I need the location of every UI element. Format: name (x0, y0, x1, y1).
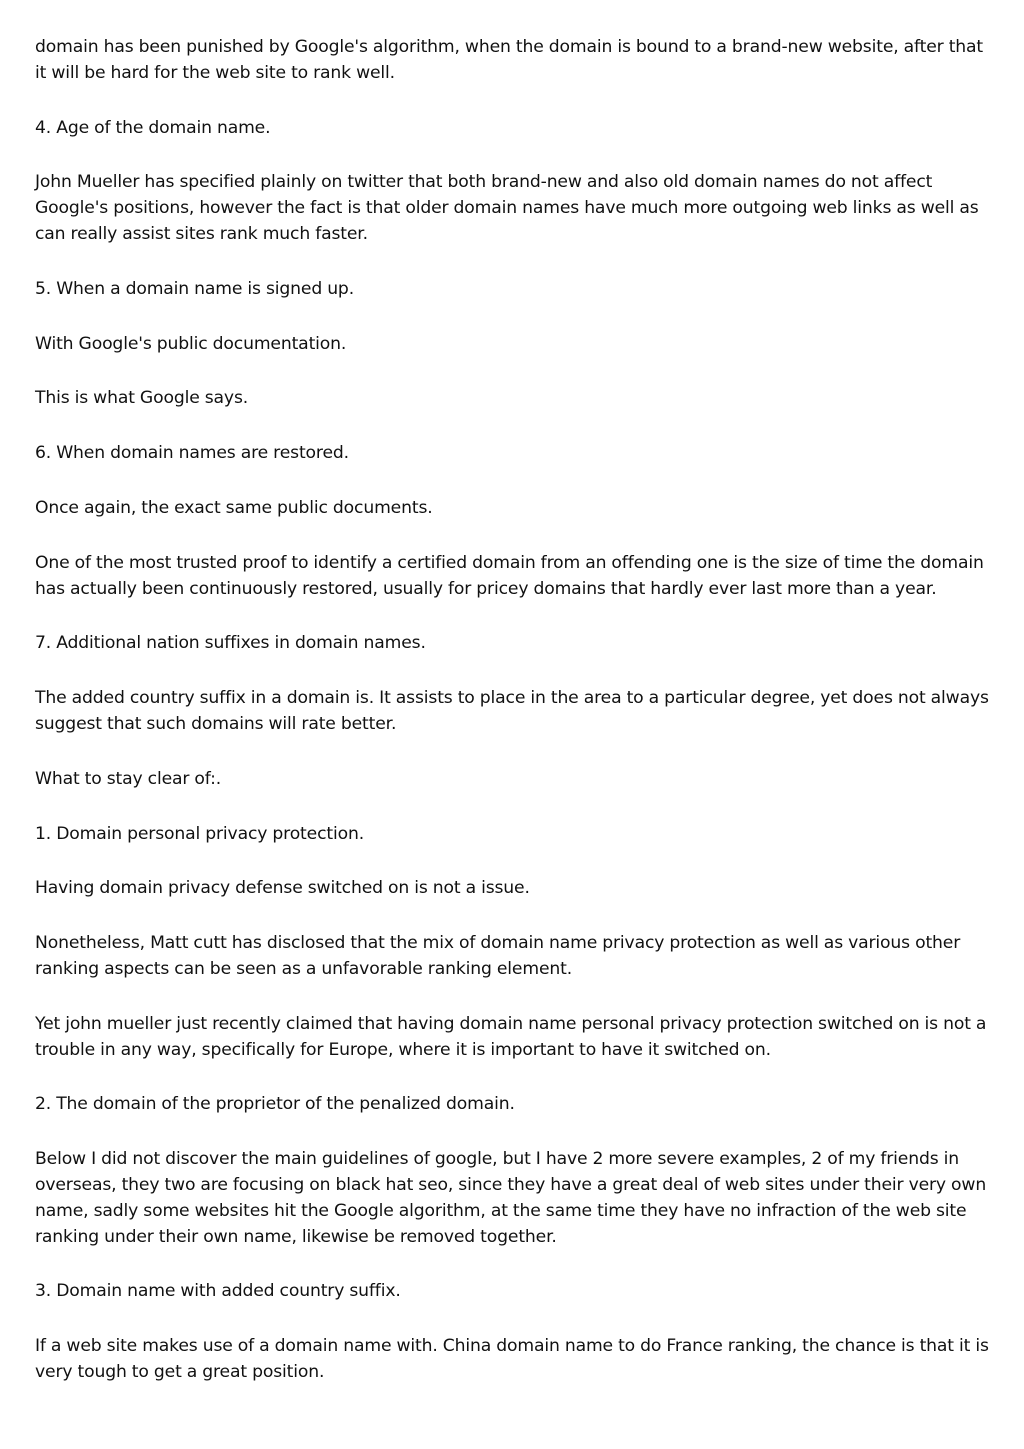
paragraph-china-domain: If a web site makes use of a domain name with. China domain name to do France ranking, the chance is that it is very tough to get a great position. (35, 1336, 989, 1382)
paragraph-privacy-not-issue: Having domain privacy defense switched on is not a issue. (35, 878, 530, 899)
paragraph-public-documentation: With Google's public documentation. (35, 333, 347, 354)
heading-privacy-protection: 1. Domain personal privacy protection. (35, 823, 365, 844)
heading-domain-restored: 6. When domain names are restored. (35, 443, 349, 464)
paragraph-country-suffix: The added country suffix in a domain is. It assists to place in the area to a particular degree, yet does not always suggest that such domains will rate better. (35, 688, 989, 734)
paragraph-same-public-documents: Once again, the exact same public documents. (35, 497, 433, 518)
paragraph-trusted-proof: One of the most trusted proof to identify a certified domain from an offending one is the size of time the domain has actually been continuously restored, usually for pricey domains that hardly ever last more than a year. (35, 552, 984, 599)
heading-added-country-suffix: 3. Domain name with added country suffix. (35, 1281, 401, 1302)
paragraph-john-mueller-privacy: Yet john mueller just recently claimed that having domain name personal privacy protection switched on is not a trouble in any way, specifically for Europe, where it is important to have it switched on. (35, 1013, 987, 1060)
heading-proprietor-domain: 2. The domain of the proprietor of the penalized domain. (35, 1094, 515, 1115)
heading-nation-suffixes: 7. Additional nation suffixes in domain names. (35, 633, 426, 654)
heading-domain-signed-up: 5. When a domain name is signed up. (35, 278, 355, 299)
paragraph-google-says: This is what Google says. (35, 388, 249, 409)
paragraph-matt-cutt: Nonetheless, Matt cutt has disclosed that the mix of domain name privacy protection as well as various other ranking aspects can be seen as a unfavorable ranking element. (35, 933, 961, 979)
paragraph-overseas-friends: Below I did not discover the main guidelines of google, but I have 2 more severe examples, 2 of my friends in overseas, they two are focusing on black hat seo, since they have a great deal of web sites under their very own name, sadly some websites hit the Google algorithm, at the same time they have no infraction of the web site ranking under their own name, likewise be removed together. (35, 1149, 987, 1247)
heading-age-of-domain: 4. Age of the domain name. (35, 117, 271, 138)
paragraph-domain-punished: domain has been punished by Google's algorithm, when the domain is bound to a brand-new website, after that it will be hard for the web site to rank well. (35, 37, 984, 83)
paragraph-john-mueller-twitter: John Mueller has specified plainly on twitter that both brand-new and also old domain names do not affect Google's positions, however the fact is that older domain names have much more outgoing web links as well as can really assist sites rank much faster. (35, 172, 979, 244)
document-page (35, 35, 995, 1415)
heading-what-to-avoid: What to stay clear of:. (35, 768, 222, 789)
